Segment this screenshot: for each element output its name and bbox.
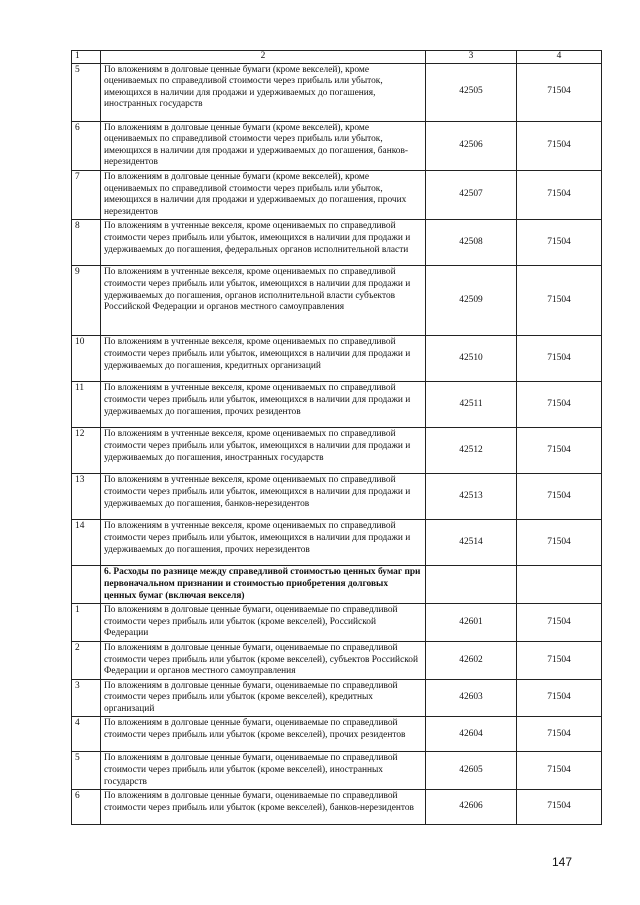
- row-symbol: 71504: [517, 604, 602, 642]
- row-description: По вложениям в учтенные векселя, кроме оцениваемых по справедливой стоимости через прибыль или убыток, имеющихся в наличии для продажи и удерживаемых до погашения, кредитных организаций: [101, 336, 426, 382]
- header-col-4: 4: [517, 51, 602, 64]
- row-description: По вложениям в долговые ценные бумаги (кроме векселей), кроме оцениваемых по справедливой стоимости через прибыль или убыток, имеющихся в наличии для продажи и удерживаемых до погашения, иностранных государств: [101, 63, 426, 121]
- row-number: 11: [72, 382, 101, 428]
- row-number: 4: [72, 717, 101, 752]
- section-title: 6. Расходы по разнице между справедливой стоимостью ценных бумаг при первоначальном признании и стоимостью приобретения долговых ценных бумаг (включая векселя): [101, 566, 426, 604]
- row-description: По вложениям в учтенные векселя, кроме оцениваемых по справедливой стоимости через прибыль или убыток, имеющихся в наличии для продажи и удерживаемых до погашения, прочих резидентов: [101, 382, 426, 428]
- row-symbol: 71504: [517, 428, 602, 474]
- row-symbol: 71504: [517, 641, 602, 679]
- row-account: 42603: [426, 679, 517, 717]
- row-account: 42510: [426, 336, 517, 382]
- table-row: [72, 717, 602, 752]
- row-symbol: 71504: [517, 382, 602, 428]
- section-symbol-cell: [517, 566, 602, 604]
- row-description: По вложениям в учтенные векселя, кроме оцениваемых по справедливой стоимости через прибыль или убыток, имеющихся в наличии для продажи и удерживаемых до погашения, прочих нерезидентов: [101, 520, 426, 566]
- row-symbol: 71504: [517, 63, 602, 121]
- row-number: 9: [72, 266, 101, 336]
- row-description: По вложениям в учтенные векселя, кроме оцениваемых по справедливой стоимости через прибыль или убыток, имеющихся в наличии для продажи и удерживаемых до погашения, органов исполнительной власти субъектов Российской Федерации и органов местного самоуправления: [101, 266, 426, 336]
- row-symbol: 71504: [517, 752, 602, 790]
- row-account: 42505: [426, 63, 517, 121]
- row-description: По вложениям в долговые ценные бумаги, оцениваемые по справедливой стоимости через прибыль или убыток (кроме векселей), банков-нерезидентов: [101, 790, 426, 825]
- row-description: По вложениям в долговые ценные бумаги, оцениваемые по справедливой стоимости через прибыль или убыток (кроме векселей), иностранных государств: [101, 752, 426, 790]
- row-number: 7: [72, 170, 101, 219]
- row-account: 42602: [426, 641, 517, 679]
- row-account: 42512: [426, 428, 517, 474]
- row-description: По вложениям в долговые ценные бумаги, оцениваемые по справедливой стоимости через прибыль или убыток (кроме векселей), кредитных организаций: [101, 679, 426, 717]
- row-number: 1: [72, 604, 101, 642]
- row-symbol: 71504: [517, 790, 602, 825]
- table-header-row: [72, 51, 602, 64]
- table-row: [72, 382, 602, 428]
- table-row: [72, 121, 602, 170]
- row-account: 42606: [426, 790, 517, 825]
- row-symbol: 71504: [517, 220, 602, 266]
- row-account: 42506: [426, 121, 517, 170]
- row-number: 5: [72, 63, 101, 121]
- row-number: 13: [72, 474, 101, 520]
- row-number: 10: [72, 336, 101, 382]
- header-col-3: 3: [426, 51, 517, 64]
- row-number: 2: [72, 641, 101, 679]
- table-row: [72, 641, 602, 679]
- row-description: По вложениям в учтенные векселя, кроме оцениваемых по справедливой стоимости через прибыль или убыток, имеющихся в наличии для продажи и удерживаемых до погашения, банков-нерезидентов: [101, 474, 426, 520]
- row-number: 8: [72, 220, 101, 266]
- table-row: [72, 63, 602, 121]
- row-symbol: 71504: [517, 336, 602, 382]
- row-number: 12: [72, 428, 101, 474]
- row-symbol: 71504: [517, 121, 602, 170]
- section-number-cell: [72, 566, 101, 604]
- section-account-cell: [426, 566, 517, 604]
- table-row: [72, 752, 602, 790]
- table-row: [72, 604, 602, 642]
- table-row: [72, 679, 602, 717]
- row-symbol: 71504: [517, 520, 602, 566]
- row-number: 14: [72, 520, 101, 566]
- accounts-table: [71, 50, 602, 825]
- row-number: 5: [72, 752, 101, 790]
- table-row: [72, 220, 602, 266]
- row-description: По вложениям в долговые ценные бумаги (кроме векселей), кроме оцениваемых по справедливой стоимости через прибыль или убыток, имеющихся в наличии для продажи и удерживаемых до погашения, банков-нерезидентов: [101, 121, 426, 170]
- row-number: 6: [72, 790, 101, 825]
- row-number: 6: [72, 121, 101, 170]
- row-symbol: 71504: [517, 679, 602, 717]
- row-description: По вложениям в учтенные векселя, кроме оцениваемых по справедливой стоимости через прибыль или убыток, имеющихся в наличии для продажи и удерживаемых до погашения, иностранных государств: [101, 428, 426, 474]
- row-symbol: 71504: [517, 474, 602, 520]
- table-row: [72, 336, 602, 382]
- row-symbol: 71504: [517, 170, 602, 219]
- row-account: 42511: [426, 382, 517, 428]
- row-description: По вложениям в долговые ценные бумаги, оцениваемые по справедливой стоимости через прибыль или убыток (кроме векселей), Российской Федерации: [101, 604, 426, 642]
- row-description: По вложениям в долговые ценные бумаги, оцениваемые по справедливой стоимости через прибыль или убыток (кроме векселей), субъектов Российской Федерации и органов местного самоуправления: [101, 641, 426, 679]
- row-description: По вложениям в долговые ценные бумаги, оцениваемые по справедливой стоимости через прибыль или убыток (кроме векселей), прочих резидентов: [101, 717, 426, 752]
- row-symbol: 71504: [517, 266, 602, 336]
- row-account: 42605: [426, 752, 517, 790]
- header-col-2: 2: [101, 51, 426, 64]
- table-row: [72, 520, 602, 566]
- table-row: [72, 428, 602, 474]
- row-account: 42507: [426, 170, 517, 219]
- table-row: [72, 474, 602, 520]
- row-account: 42513: [426, 474, 517, 520]
- row-account: 42514: [426, 520, 517, 566]
- table-row: [72, 266, 602, 336]
- page-number: 147: [552, 855, 573, 869]
- section-row: [72, 566, 602, 604]
- table-row: [72, 790, 602, 825]
- row-description: По вложениям в учтенные векселя, кроме оцениваемых по справедливой стоимости через прибыль или убыток, имеющихся в наличии для продажи и удерживаемых до погашения, федеральных органов исполнительной власти: [101, 220, 426, 266]
- row-account: 42604: [426, 717, 517, 752]
- row-number: 3: [72, 679, 101, 717]
- header-col-1: 1: [72, 51, 101, 64]
- row-account: 42601: [426, 604, 517, 642]
- row-account: 42508: [426, 220, 517, 266]
- row-symbol: 71504: [517, 717, 602, 752]
- row-description: По вложениям в долговые ценные бумаги (кроме векселей), кроме оцениваемых по справедливой стоимости через прибыль или убыток, имеющихся в наличии для продажи и удерживаемых до погашения, прочих нерезидентов: [101, 170, 426, 219]
- row-account: 42509: [426, 266, 517, 336]
- table-row: [72, 170, 602, 219]
